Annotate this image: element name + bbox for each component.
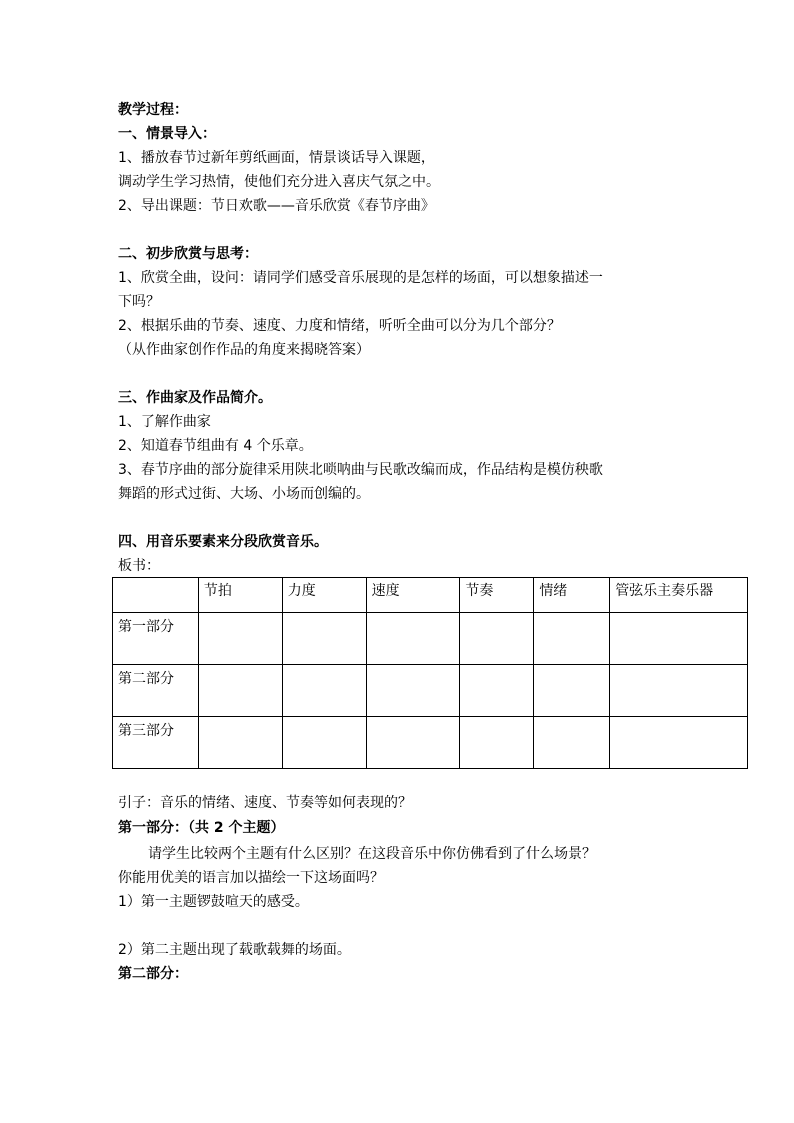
section1-line1: 1、播放春节过新年剪纸画面，情景谈话导入课题， <box>118 150 435 166</box>
table-cell <box>610 717 748 769</box>
table-header-cell: 情绪 <box>534 578 610 613</box>
table-row-label: 第二部分 <box>113 665 199 717</box>
table-row-label: 第三部分 <box>113 717 199 769</box>
section2-title: 二、初步欣赏与思考： <box>118 246 258 262</box>
part1-theme1: 1）第一主题锣鼓喧天的感受。 <box>118 894 309 910</box>
section2-line2: 下吗？ <box>118 294 160 310</box>
section3-line2: 2、知道春节组曲有 4 个乐章。 <box>118 438 313 454</box>
section4-title: 四、用音乐要素来分段欣赏音乐。 <box>118 534 328 550</box>
table-cell <box>282 665 366 717</box>
section3-line3: 3、春节序曲的部分旋律采用陕北唢呐曲与民歌改编而成，作品结构是模仿秧歌 <box>118 462 603 478</box>
table-cell <box>460 613 534 665</box>
part1-question2: 你能用优美的语言加以描绘一下这场面吗？ <box>118 870 384 886</box>
table-row <box>113 665 748 717</box>
table-row-label: 第一部分 <box>113 613 199 665</box>
table-cell <box>366 717 460 769</box>
table-header-cell: 节拍 <box>198 578 282 613</box>
section1-title: 一、情景导入： <box>118 126 216 142</box>
table-cell <box>282 717 366 769</box>
table-header-cell: 力度 <box>282 578 366 613</box>
section3-line1: 1、了解作曲家 <box>118 414 211 430</box>
table-cell <box>366 665 460 717</box>
section2-line4: （从作曲家创作作品的角度来揭晓答案） <box>118 342 370 358</box>
section1-line2: 调动学生学习热情，使他们充分进入喜庆气氛之中。 <box>118 174 440 190</box>
table-cell <box>366 613 460 665</box>
page-heading: 教学过程： <box>118 102 188 118</box>
table-row <box>113 717 748 769</box>
table-cell <box>460 665 534 717</box>
board-table <box>112 577 748 769</box>
table-cell <box>610 613 748 665</box>
table-cell <box>282 613 366 665</box>
table-header-cell: 节奏 <box>460 578 534 613</box>
table-cell <box>610 665 748 717</box>
part2-title: 第二部分： <box>118 966 188 982</box>
table-header-row <box>113 578 748 613</box>
table-cell <box>198 665 282 717</box>
table-cell <box>460 717 534 769</box>
part1-title: 第一部分：（共 2 个主题） <box>118 820 285 836</box>
section1-line3: 2、导出课题：节日欢歌——音乐欣赏《春节序曲》 <box>118 198 435 214</box>
table-cell <box>534 613 610 665</box>
section3-line4: 舞蹈的形式过街、大场、小场而创编的。 <box>118 486 370 502</box>
table-cell <box>534 717 610 769</box>
table-header-cell: 速度 <box>366 578 460 613</box>
section3-title: 三、作曲家及作品简介。 <box>118 390 272 406</box>
table-cell <box>198 613 282 665</box>
section2-line1: 1、欣赏全曲，设问：请同学们感受音乐展现的是怎样的场面，可以想象描述一 <box>118 270 603 286</box>
table-header-cell: 管弦乐主奏乐器 <box>610 578 748 613</box>
section2-line3: 2、根据乐曲的节奏、速度、力度和情绪，听听全曲可以分为几个部分？ <box>118 318 561 334</box>
table-row <box>113 613 748 665</box>
table-cell <box>534 665 610 717</box>
table-header-cell <box>113 578 199 613</box>
board-label: 板书： <box>118 558 160 574</box>
table-cell <box>198 717 282 769</box>
part1-theme2: 2）第二主题出现了载歌载舞的场面。 <box>118 942 351 958</box>
part1-question1: 请学生比较两个主题有什么区别？在这段音乐中你仿佛看到了什么场景？ <box>148 846 596 862</box>
intro-line: 引子：音乐的情绪、速度、节奏等如何表现的？ <box>118 795 412 811</box>
